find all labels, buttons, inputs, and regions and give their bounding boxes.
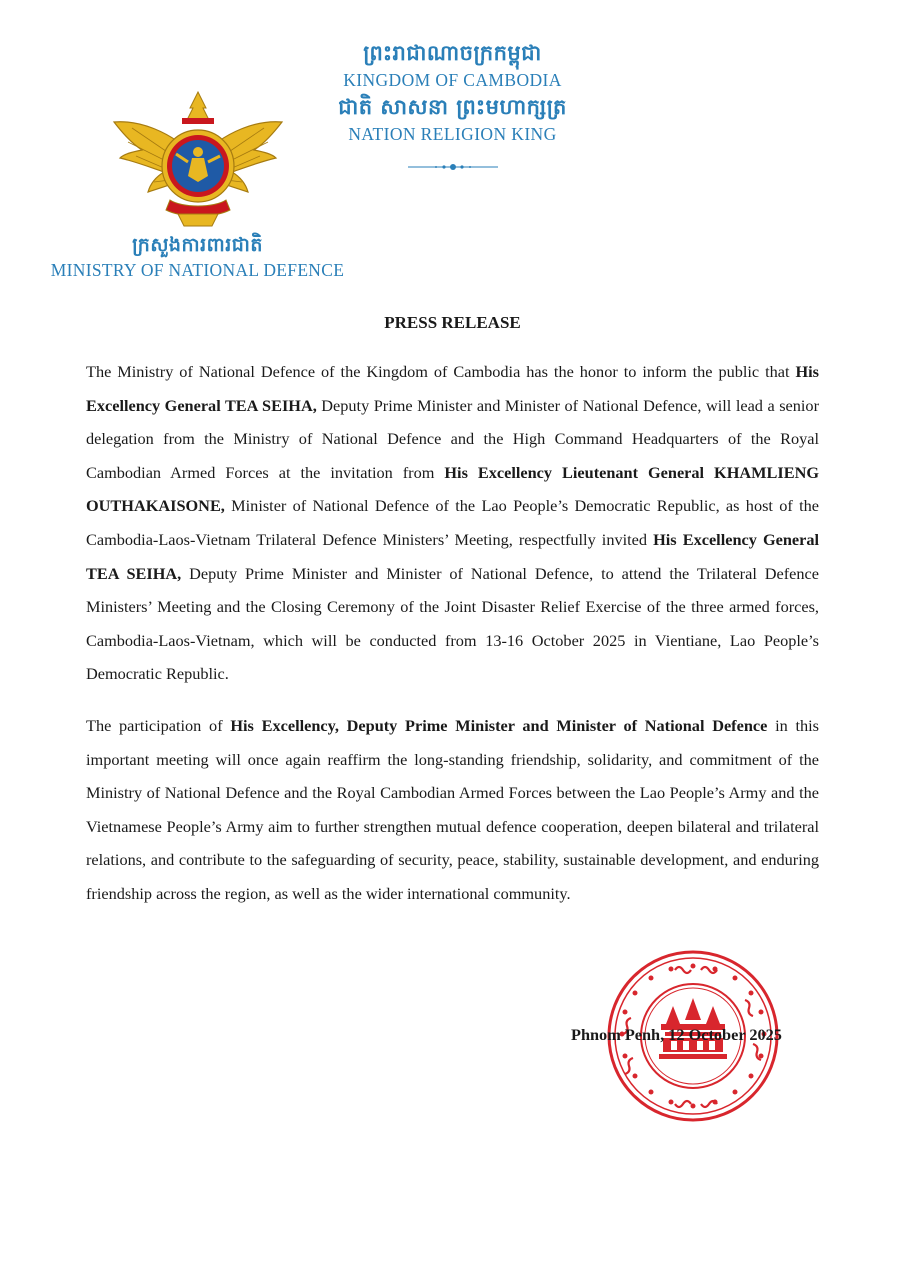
body-paragraph-2 (86, 709, 819, 911)
kingdom-khmer-text: ព្រះរាជាណាចក្រកម្ពុជា (363, 41, 542, 65)
para1-text-1: The Ministry of National Defence of the Kingdom of Cambodia has the honor to inform the public that (86, 362, 796, 381)
ministry-khmer-text: ក្រសួងការពារជាតិ (132, 234, 263, 256)
para1-text-2: Deputy Prime Minister and Minister of National Defence, will lead a senior delegation from the Ministry of National Defence and the High Command Headquarters of the Royal Cambodian Armed Forces at the invitation from (86, 395, 819, 482)
para2-text-1: The participation of (86, 716, 231, 735)
ministry-emblem-icon (112, 90, 284, 230)
ministry-header (30, 232, 365, 282)
para1-text-4: Deputy Prime Minister and Minister of National Defence, to attend the Trilateral Defence Ministers’ Meeting and the Closing Ceremony of the Joint Disaster Relief Exercise of the three armed forces, Cambodia-Laos-Vietnam, which will be conducted from 13-16 October 2025 in Vientiane, Lao People’s Democratic Republic. (86, 563, 819, 684)
para1-bold-3: His Excellency General TEA SEIHA, (86, 529, 820, 583)
kingdom-english-text: KINGDOM OF CAMBODIA (343, 70, 562, 90)
para1-text-3: Minister of National Defence of the Lao People’s Democratic Republic, as host of the Cambodia-Laos-Vietnam Trilateral Defence Ministers’ Meeting, respectfully invited (86, 496, 819, 549)
motto-english-text: NATION RELIGION KING (348, 124, 557, 144)
para1-bold-2: His Excellency Lieutenant General KHAMLIENG OUTHAKAISONE, (86, 462, 819, 516)
kingdom-header (300, 40, 605, 172)
body-paragraph-1 (86, 355, 819, 691)
ministry-english-text: MINISTRY OF NATIONAL DEFENCE (50, 260, 345, 280)
para2-bold-1: His Excellency, Deputy Prime Minister and Minister of National Defence (230, 716, 768, 735)
para2-text-2: in this important meeting will once again reaffirm the long-standing friendship, solidarity, and commitment of the Ministry of National Defence and the Royal Cambodian Armed Forces between the Lao People’s Army and the Vietnamese People’s Army aim to further strengthen mutual defence cooperation, deepen bilateral and trilateral relations, and contribute to the safeguarding of security, peace, stability, sustainable development, and enduring friendship across the region, as well as the wider international community. (86, 716, 819, 903)
para1-bold-1: His Excellency General TEA SEIHA, (86, 362, 819, 415)
place-date-line: Phnom Penh, 12 October 2025 (571, 1025, 782, 1044)
divider-ornament-icon (408, 162, 498, 172)
document-title: PRESS RELEASE (384, 313, 521, 332)
motto-khmer-text: ជាតិ សាសនា ព្រះមហាក្សត្រ (338, 95, 567, 119)
